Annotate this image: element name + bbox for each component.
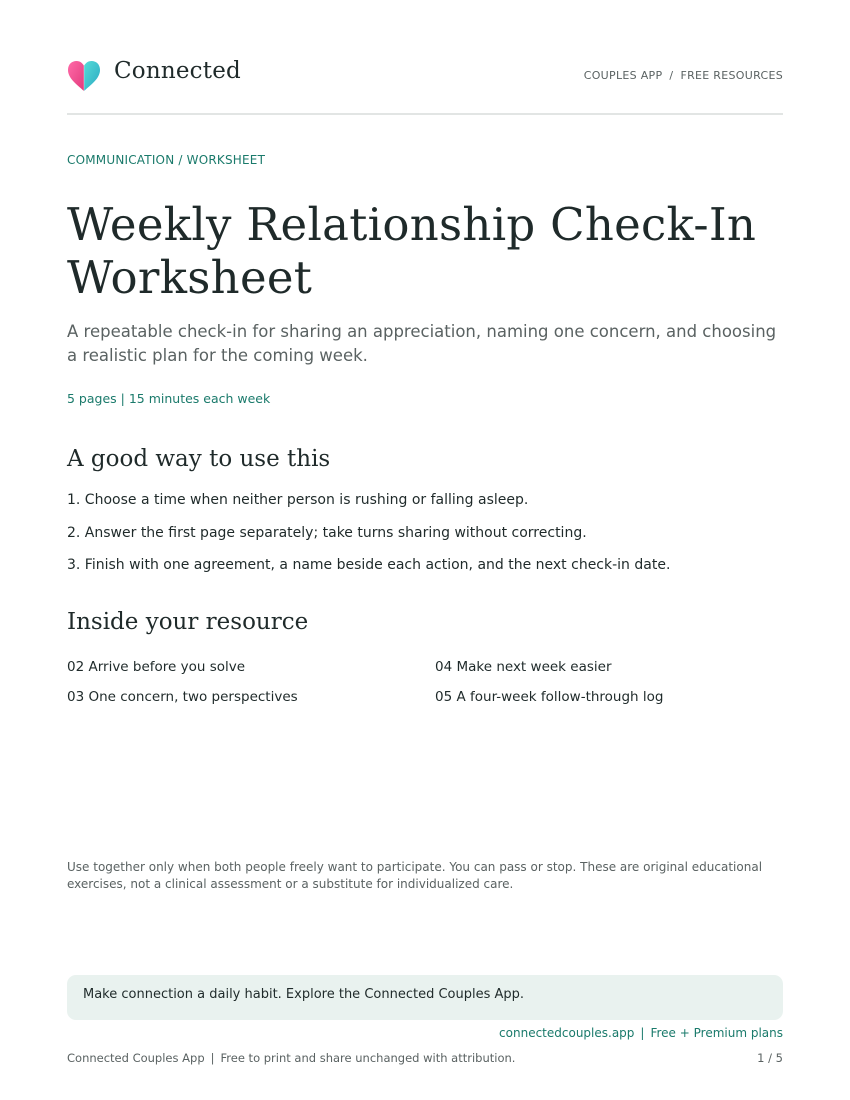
- cta-banner: [67, 975, 783, 1020]
- contents-item: 03 One concern, two perspectives: [67, 689, 298, 705]
- nav-free-resources[interactable]: FREE RESOURCES: [680, 69, 783, 82]
- header-divider: [67, 113, 783, 115]
- contents-item: 05 A four-week follow-through log: [435, 689, 664, 705]
- resource-meta: 5 pages | 15 minutes each week: [67, 391, 271, 406]
- heart-icon: [67, 60, 101, 92]
- nav-separator: /: [669, 69, 674, 82]
- cta-links: [499, 1026, 783, 1040]
- brand-name: Connected: [114, 58, 241, 84]
- page-number: 1 / 5: [757, 1051, 783, 1065]
- disclaimer: Use together only when both people freely want to participate. You can pass or stop. These are original educational exercises, not a clinical assessment or a substitute for individualized care.: [67, 860, 763, 891]
- footer-license: Free to print and share unchanged with attribution.: [220, 1051, 516, 1065]
- contents-heading: Inside your resource: [67, 609, 309, 635]
- website-link[interactable]: connectedcouples.app: [499, 1026, 635, 1040]
- title-line-2: Worksheet: [67, 251, 313, 304]
- page-footer: [67, 1051, 783, 1065]
- footer-app: Connected Couples App: [67, 1051, 205, 1065]
- step-item: 2. Answer the first page separately; take turns sharing without correcting.: [67, 524, 587, 541]
- breadcrumb: COMMUNICATION / WORKSHEET: [67, 153, 266, 167]
- cta-separator: |: [640, 1026, 645, 1040]
- header-nav: [584, 69, 783, 82]
- footer-separator: |: [210, 1051, 215, 1065]
- nav-couples-app[interactable]: COUPLES APP: [583, 69, 663, 82]
- page-title: [67, 198, 783, 304]
- footer-attribution: [67, 1051, 515, 1065]
- how-to-heading: A good way to use this: [67, 446, 331, 472]
- plans-link[interactable]: Free + Premium plans: [650, 1026, 783, 1040]
- contents-item: 04 Make next week easier: [435, 659, 612, 675]
- step-item: 3. Finish with one agreement, a name beside each action, and the next check-in date.: [67, 557, 671, 573]
- contents-item: 02 Arrive before you solve: [67, 659, 246, 675]
- page-subtitle: A repeatable check-in for sharing an appreciation, naming one concern, and choosing a realistic plan for the coming week.: [67, 322, 777, 365]
- page-header: [67, 58, 783, 92]
- title-line-1: Weekly Relationship Check-In: [67, 198, 757, 251]
- step-item: 1. Choose a time when neither person is rushing or falling asleep.: [67, 492, 529, 508]
- how-to-steps: [67, 491, 783, 589]
- cta-text: Make connection a daily habit. Explore the Connected Couples App.: [83, 987, 525, 1002]
